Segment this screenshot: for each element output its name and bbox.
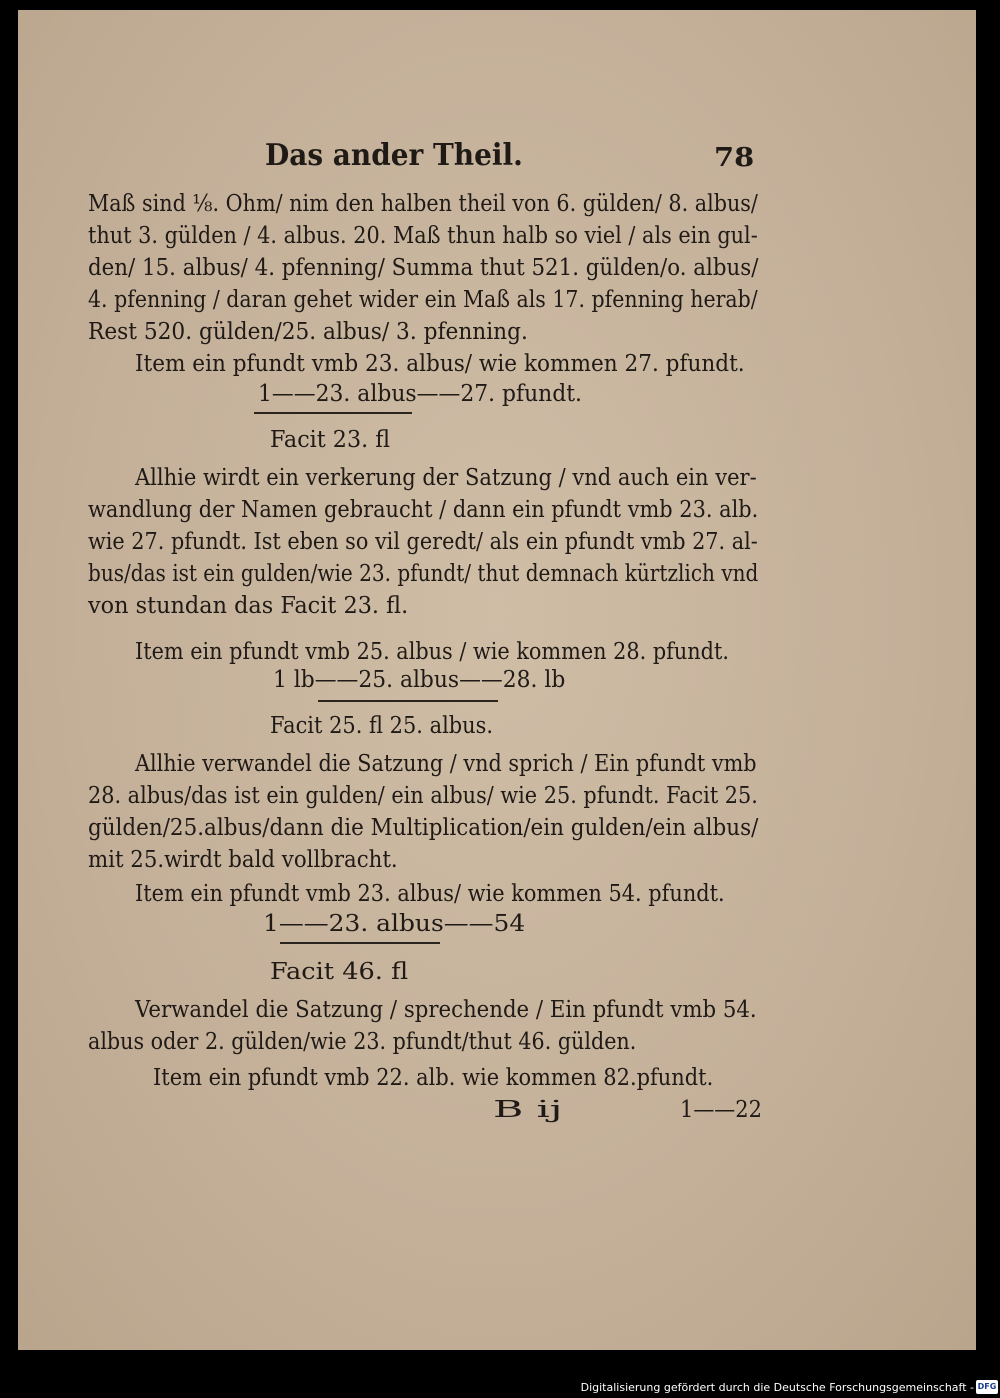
text-line: Item ein pfundt vmb 25. albus / wie kommen 28. pfundt. xyxy=(135,639,729,665)
rule-of-three-line: 1——23. albus——27. pfundt. xyxy=(258,381,582,407)
text-line: gülden/25.albus/dann die Multiplication/ein gulden/ein albus/ xyxy=(88,815,759,841)
text-line: Item ein pfundt vmb 22. alb. wie kommen 82.pfundt. xyxy=(153,1065,714,1091)
text-line: Rest 520. gülden/25. albus/ 3. pfenning. xyxy=(88,319,528,345)
text-line: Verwandel die Satzung / sprechende / Ein pfundt vmb 54. xyxy=(135,997,757,1023)
divider-rule xyxy=(280,942,440,944)
facit-line: Facit 25. fl 25. albus. xyxy=(270,713,494,739)
page-number: 78 xyxy=(714,143,755,173)
running-title: Das ander Theil. xyxy=(265,138,523,173)
footer-credit: Digitalisierung gefördert durch die Deutsche Forschungsgemeinschaft - xyxy=(580,1381,974,1394)
text-line: mit 25.wirdt bald vollbracht. xyxy=(88,847,398,873)
text-line: albus oder 2. gülden/wie 23. pfundt/thut 46. gülden. xyxy=(88,1029,637,1055)
text-line: bus/das ist ein gulden/wie 23. pfundt/ thut demnach kürtzlich vnd xyxy=(88,561,759,587)
text-line: Item ein pfundt vmb 23. albus/ wie kommen 27. pfundt. xyxy=(135,351,745,377)
facit-line: Facit 23. fl xyxy=(270,427,391,453)
text-line: den/ 15. albus/ 4. pfenning/ Summa thut 521. gülden/o. albus/ xyxy=(88,255,759,281)
text-line: Allhie verwandel die Satzung / vnd sprich / Ein pfundt vmb xyxy=(135,751,757,777)
text-line: Allhie wirdt ein verkerung der Satzung / vnd auch ein ver- xyxy=(135,465,757,491)
text-line: 28. albus/das ist ein gulden/ ein albus/ wie 25. pfundt. Facit 25. xyxy=(88,783,758,809)
dfg-logo: DFG xyxy=(976,1380,998,1394)
digitization-footer xyxy=(0,1378,1000,1398)
divider-rule xyxy=(318,700,498,702)
signature-mark: B ij xyxy=(493,1097,563,1123)
divider-rule xyxy=(254,412,412,414)
text-line: wandlung der Namen gebraucht / dann ein pfundt vmb 23. alb. xyxy=(88,497,759,523)
text-line: thut 3. gülden / 4. albus. 20. Maß thun halb so viel / als ein gul- xyxy=(88,223,758,249)
text-line: Maß sind ⅛. Ohm/ nim den halben theil von 6. gülden/ 8. albus/ xyxy=(88,191,758,217)
text-line: Item ein pfundt vmb 23. albus/ wie kommen 54. pfundt. xyxy=(135,881,725,907)
text-line: wie 27. pfundt. Ist eben so vil geredt/ als ein pfundt vmb 27. al- xyxy=(88,529,758,555)
rule-of-three-line: 1——23. albus——54 xyxy=(263,911,526,937)
text-line: 4. pfenning / daran gehet wider ein Maß als 17. pfenning herab/ xyxy=(88,287,758,313)
catchword: 1——22 xyxy=(680,1097,762,1123)
text-line: von stundan das Facit 23. fl. xyxy=(88,593,409,619)
rule-of-three-line: 1 lb——25. albus——28. lb xyxy=(273,667,566,693)
facit-line: Facit 46. fl xyxy=(270,959,409,985)
book-page xyxy=(18,10,976,1350)
